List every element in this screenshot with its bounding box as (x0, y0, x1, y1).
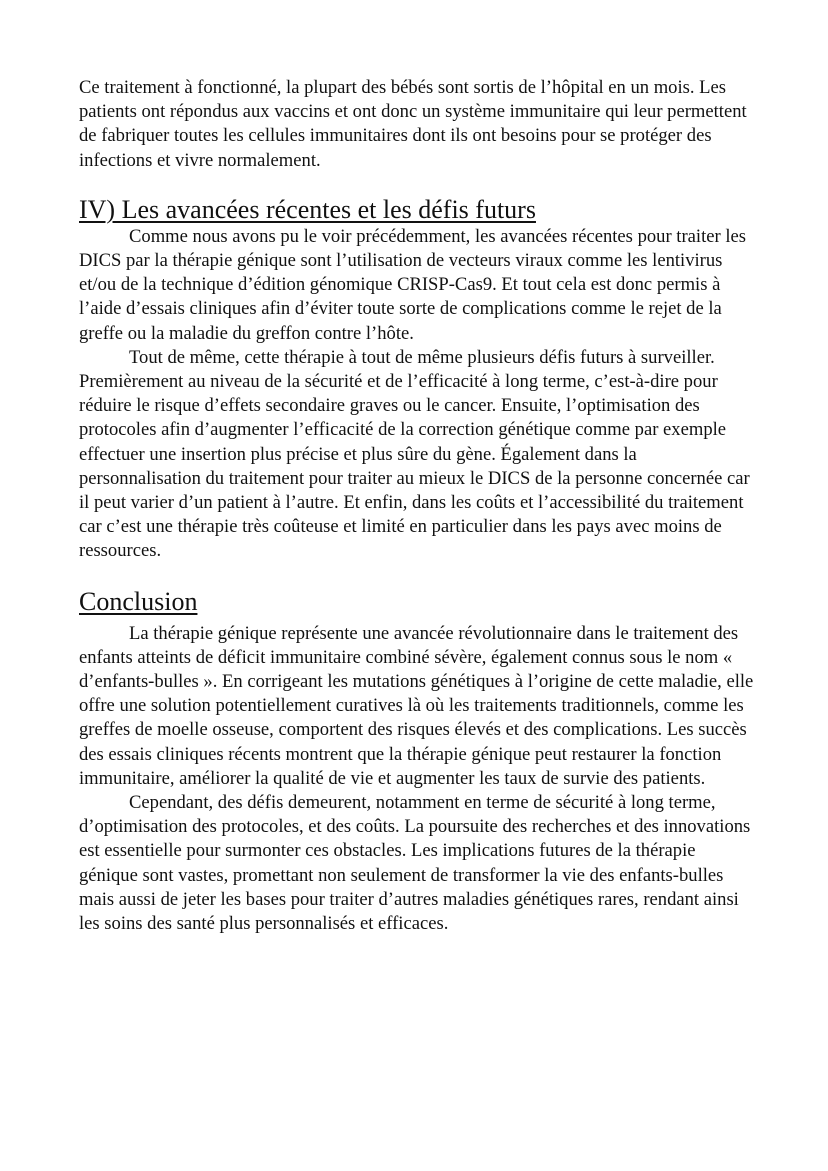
conclusion-heading: Conclusion (79, 586, 198, 616)
section-iv-paragraph-1: Comme nous avons pu le voir précédemment, les avancées récentes pour traiter les DICS par la thérapie génique sont l’utilisation de vecteurs viraux comme les lentivirus et/ou de la technique d’édition génomique CRISP-Cas9. Et tout cela est donc permis à l’aide d’essais cliniques afin d’éviter toute sorte de complications comme le rejet de la greffe ou la maladie du greffon contre l’hôte. (79, 225, 746, 344)
conclusion-paragraph-2: Cependant, des défis demeurent, notamment en terme de sécurité à long terme, d’optimisation des protocoles, et des coûts. La poursuite des recherches et des innovations est essentielle pour surmonter ces obstacles. Les implications futures de la thérapie génique sont vastes, promettant non seulement de transformer la vie des enfants-bulles mais aussi de jeter les bases pour traiter d’autres maladies génétiques rares, rendant ainsi les soins des santé plus personnalisés et efficaces. (79, 792, 751, 935)
document-page (79, 76, 755, 936)
conclusion-paragraph-1: La thérapie génique représente une avancée révolutionnaire dans le traitement des enfants atteints de déficit immunitaire combiné sévère, également connus sous le nom « d’enfants-bulles ». En corrigeant les mutations génétiques à l’origine de cette maladie, elle offre une solution potentiellement curatives là où les traitements traditionnels, comme les greffes de moelle osseuse, comportent des risques élevés et des complications. Les succès des essais cliniques récents montrent que la thérapie génique peut restaurer la fonction immunitaire, améliorer la qualité de vie et augmenter les taux de survie des patients. (79, 622, 754, 789)
intro-paragraph: Ce traitement à fonctionné, la plupart des bébés sont sortis de l’hôpital en un mois. Les patients ont répondus aux vaccins et ont donc un système immunitaire qui leur permettent de fabriquer toutes les cellules immunitaires dont ils ont besoins pour se protéger des infections et vivre normalement. (79, 77, 747, 171)
section-iv-paragraph-2: Tout de même, cette thérapie à tout de même plusieurs défis futurs à surveiller. Premièrement au niveau de la sécurité et de l’efficacité à long terme, c’est-à-dire pour réduire le risque d’effets secondaire graves ou le cancer. Ensuite, l’optimisation des protocoles afin d’augmenter l’efficacité de la correction génétique comme par exemple effectuer une insertion plus précise et plus sûre du gène. Également dans la personnalisation du traitement pour traiter au mieux le DICS de la personne concernée car il peut varier d’un patient à l’autre. Et enfin, dans les coûts et l’accessibilité du traitement car c’est une thérapie très coûteuse et limité en particulier dans les pays avec moins de ressources. (79, 346, 750, 562)
section-iv-heading: IV) Les avancées récentes et les défis futurs (79, 194, 536, 224)
